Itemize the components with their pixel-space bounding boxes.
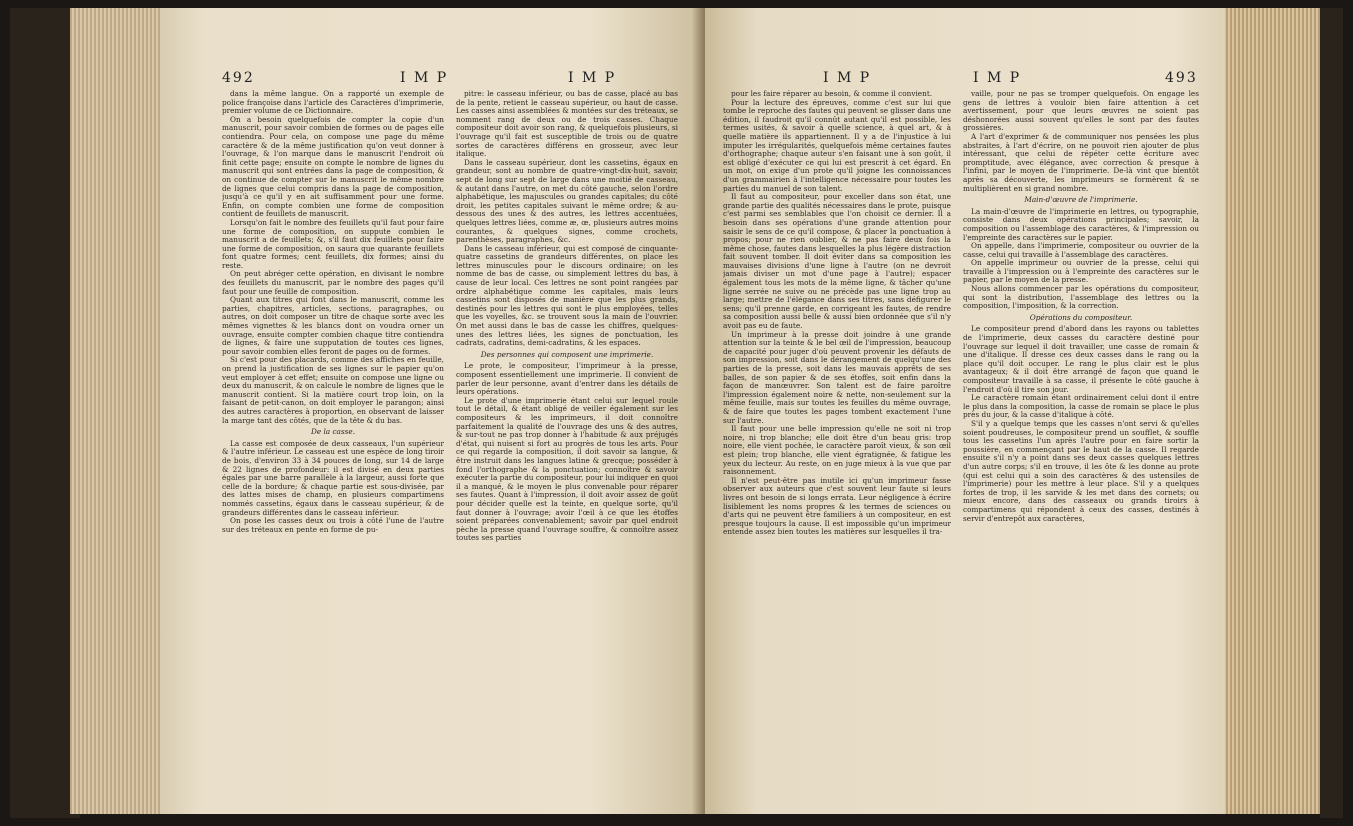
book-cover-right bbox=[1320, 8, 1343, 818]
paragraph: pour les faire réparer au besoin, & comme il convient. bbox=[731, 90, 933, 98]
paragraph: Le prote d'une imprimerie étant celui sur lequel roule tout le détail, & étant obligé de veiller également sur les compositeurs & les imprimeurs, il doit connoître parfaitement la qualité de l'ouvrage des uns & des autres, & sur-tout ne pas trop donner à l'habitude & aux préjugés d'état, qui nuisent si fort au progrès de tous les arts. Pour ce qui regarde la composition, il doit savoir sa langue, & être instruit dans les langues latine & grecque; posséder à fond l'orthographe & la ponctuation; connoître & savoir exécuter la partie du compositeur, pour lui indiquer en quoi il a manqué, & le moyen le plus convenable pour réparer ses fautes. Quant à l'impression, il doit avoir assez de goût pour décider quelle est la teinte, en quelque sorte, qu'il faut donner à l'ouvrage; avoir l'œil à ce que les étoffes soient préparées convenablement; savoir par quel endroit pèche la presse quand l'ouvrage souffre, & connoître assez toutes ses parties bbox=[456, 395, 678, 543]
paragraph: S'il y a quelque temps que les casses n'ont servi & qu'elles soient poudreuses, le compositeur prend un soufflet, & souffle tous les cassetins l'un après l'autre pour en faire sortir la poussière, en commençant par le haut de la casse. Il regarde ensuite s'il n'y a point dans ses deux casses quelques lettres d'un autre corps; s'il en trouve, il les ôte & les donne au prote (qui est celui qui a soin des caractères & des ustensiles de l'imprimerie) pour les mettre à leur place. S'il y a quelques fortes de trop, il les sarvide & les met dans des cornets; ou mieux encore, dans des casseaux ou grands tiroirs à compartimens qui répondent à ceux des casses, destinés à servir d'entrepôt aux caractères, bbox=[963, 418, 1199, 523]
left-column-2 bbox=[456, 90, 678, 810]
paragraph: Pour la lecture des épreuves, comme c'est sur lui que tombe le reproche des fautes qui peuvent se glisser dans une édition, il faudroit qu'il connût autant qu'il est possible, les termes usités, & savoir à quelle science, à quel art, & à quelle matière ils appartiennent. Il y a de l'injustice à lui imputer les irrégularités, quelquefois même certaines fautes d'orthographe; chaque auteur s'en faisant une à son goût, il est obligé d'exécuter ce qui lui est prescrit à cet égard. En un mot, on exige d'un prote qu'il joigne les connoissances d'un grammairien à l'intelligence nécessaire pour toutes les parties du manuel de son talent. bbox=[723, 97, 951, 193]
left-column-1 bbox=[222, 90, 444, 810]
left-page-number: 492 bbox=[222, 70, 255, 86]
paragraph: Un imprimeur à la presse doit joindre à une grande attention sur la teinte & le bel œil de l'impression, beaucoup de capacité pour juger d'où peuvent provenir les défauts de son impression, soit dans le dérangement de quelqu'une des parties de la presse, soit dans les mauvais apprêts de ses balles, de son papier & de ses étoffes, soit enfin dans la façon de manœuvrer. Son talent est de faire paroître l'impression également noire & nette, non-seulement sur la même feuille, mais sur toutes les feuilles du même ouvrage, & de faire que toutes les pages tombent exactement l'une sur l'autre. bbox=[723, 329, 951, 425]
right-column-1 bbox=[723, 90, 951, 810]
section-heading: Des personnes qui composent une imprimerie. bbox=[480, 349, 654, 359]
paragraph: On appelle, dans l'imprimerie, compositeur ou ouvrier de la casse, celui qui travaille à l'assemblage des caractères. bbox=[963, 241, 1199, 259]
right-page bbox=[705, 8, 1225, 814]
left-header-right: I M P bbox=[568, 70, 617, 86]
left-page bbox=[160, 8, 700, 814]
paragraph: Le caractère romain étant ordinairement celui dont il entre le plus dans la composition, la casse de romain se place le plus près du jour, & la casse d'italique à côté. bbox=[963, 393, 1199, 420]
paragraph: On appelle imprimeur ou ouvrier de la presse, celui qui travaille à l'impression ou à l'empreinte des caractères sur le papier, par le moyen de la presse. bbox=[963, 258, 1199, 285]
paragraph: Il n'est peut-être pas inutile ici qu'un imprimeur fasse observer aux auteurs que c'est souvent leur faute si leurs livres ont besoin de si longs errata. Leur négligence à écrire lisiblement les noms propres & les termes de sciences ou d'arts qui ne peuvent être familiers à un compositeur, en est presque toujours la cause. Il est impossible qu'un imprimeur entende assez bien toutes les matières sur lesquelles il tra- bbox=[723, 475, 951, 537]
right-column-2 bbox=[963, 90, 1199, 810]
right-header-center: I M P bbox=[973, 70, 1022, 86]
paragraph: A l'art d'exprimer & de communiquer nos pensées les plus abstraites, à l'art d'écrire, on ne pouvoit rien ajouter de plus intéressant, que celui de répéter cette écriture avec promptitude, avec élégance, avec correction & presque à l'infini, par le moyen de l'imprimerie. De-là vint que bientôt après sa découverte, les imprimeurs se formèrent & se multiplièrent en si grand nombre. bbox=[963, 131, 1199, 193]
paragraph: Le prote, le compositeur, l'imprimeur à la presse, composent essentiellement une imprimerie. Il convient de parler de leur personne, avant d'entrer dans les détails de leurs opérations. bbox=[456, 361, 678, 397]
paragraph: dans la même langue. On a rapporté un exemple de police françoise dans l'article des Caractères d'imprimerie, premier volume de ce Dictionnaire. bbox=[222, 90, 444, 116]
paragraph: On peut abréger cette opération, en divisant le nombre des feuillets du manuscrit, par le nombre des pages qu'il faut pour une feuille de composition. bbox=[222, 269, 444, 296]
paragraph: Le compositeur prend d'abord dans les rayons ou tablettes de l'imprimerie, deux casses du caractère destiné pour l'ouvrage sur lequel il doit travailler, une casse de romain & une d'italique. Il dresse ces deux casses dans le rang ou la place qu'il doit occuper. Le rang le plus clair est le plus avantageux; & il doit être arrangé de façon que quand le compositeur travaille à sa casse, il présente le côté gauche à l'endroit d'où il tire son jour. bbox=[963, 324, 1199, 394]
paragraph: La main-d'œuvre de l'imprimerie en lettres, ou typographie, consiste dans deux opérations principales; savoir, la composition ou l'assemblage des caractères, & l'impression ou l'empreinte des caractères sur le papier. bbox=[963, 206, 1199, 242]
section-heading: Opérations du compositeur. bbox=[1029, 312, 1133, 322]
paragraph: Dans le casseau supérieur, dont les cassetins, égaux en grandeur, sont au nombre de quatre-vingt-dix-huit, savoir, sept de long sur sept de large dans une moitié de casseau, & autant dans l'autre, on met du côté gauche, selon l'ordre alphabétique, les majuscules ou grandes capitales; du côté droit, les petites capitales suivant le même ordre; & au-dessous des unes & des autres, les lettres accentuées, quelques lettres liées, comme æ, œ, plusieurs autres moins courantes, & quelques signes, comme crochets, parenthèses, paragraphes, &c. bbox=[456, 157, 678, 245]
paragraph: Si c'est pour des placards, comme des affiches en feuille, on prend la justification de ses lignes sur le papier qu'on veut employer à cet effet; ensuite on compose une ligne ou deux du manuscrit, & on calcule le nombre de lignes que le manuscrit contient. Si la matière court trop loin, on la faisant de petit-canon, on doit employer le parangon; ainsi des autres caractères à proportion, en observant de laisser la marge tant des côtés, que de la tête & du bas. bbox=[222, 355, 444, 425]
paragraph: Lorsqu'on fait le nombre des feuillets qu'il faut pour faire une forme de composition, on suppute combien le manuscrit a de feuillets; &, s'il faut dix feuillets pour faire une forme de composition, on saura que quarante feuillets font quatre formes; cent feuillets, dix formes; ainsi du reste. bbox=[222, 217, 444, 270]
paragraph: pitre: le casseau inférieur, ou bas de casse, placé au bas de la pente, retient le casseau supérieur, ou haut de casse. Les casses ainsi assemblées & montées sur des tréteaux, se nomment rang de deux ou de trois casses. Chaque compositeur doit avoir son rang, & quelquefois plusieurs, si l'ouvrage qu'il fait est susceptible de trois ou de quatre sortes de caractères différens en grosseur, avec leur italique. bbox=[456, 90, 678, 159]
paragraph: Nous allons commencer par les opérations du compositeur, qui sont la distribution, l'assemblage des lettres ou la composition, l'imposition, & la correction. bbox=[963, 284, 1199, 311]
right-page-number: 493 bbox=[1165, 70, 1198, 86]
left-header-center: I M P bbox=[400, 70, 449, 86]
page-edges-right bbox=[1220, 8, 1330, 814]
paragraph: Dans le casseau inférieur, qui est composé de cinquante-quatre cassetins de grandeurs différentes, on place les lettres minuscules pour le discours ordinaire; on les nomme de bas de casse, ou simplement lettres du bas, à cause de leur local. Ces lettres ne sont point rangées par ordre alphabétique comme les capitales, mais leurs cassetins sont disposés de manière que les plus grands, destinés pour les lettres qui sont le plus employées, telles que les voyelles, &c. se trouvent sous la main de l'ouvrier. On met aussi dans le bas de casse les chiffres, quelques-unes des lettres liées, les signes de ponctuation, les cadrats, cadratins, demi-cadratins, & les espaces. bbox=[456, 243, 678, 348]
paragraph: La casse est composée de deux casseaux, l'un supérieur & l'autre inférieur. Le casseau est une espèce de long tiroir de bois, d'environ 33 à 34 pouces de long, sur 14 de large & 22 lignes de profondeur: il est divisé en deux parties égales par une barre parallèle à la largeur, aussi forte que celle de la bordure; & chaque partie est sous-divisée, par des lattes mises de champ, en plusieurs compartimens nommés cassetins, égaux dans le casseau supérieur, & de grandeurs différentes dans le casseau inférieur. bbox=[222, 438, 444, 517]
right-header-left: I M P bbox=[823, 70, 872, 86]
paragraph: Il faut pour une belle impression qu'elle ne soit ni trop noire, ni trop blanche; elle doit être d'un beau gris: trop noire, elle vient pochée, le caractère paroît vieux, & son œil est plein; trop blanche, elle vient égratignée, & fatigue les yeux du lecteur. Au reste, on en juge mieux à la vue que par raisonnement. bbox=[723, 424, 951, 477]
book-spread bbox=[10, 8, 1343, 818]
paragraph: vaille, pour ne pas se tromper quelquefois. On engage les gens de lettres à vouloir bien faire attention à cet avertissement, pour que leurs œuvres ne soient pas déshonorées aussi souvent qu'elles le sont par des fautes grossières. bbox=[963, 90, 1199, 133]
section-heading: De la casse. bbox=[310, 427, 356, 437]
paragraph: Il faut au compositeur, pour exceller dans son état, une grande partie des qualités nécessaires dans le prote, puisque c'est parmi ses semblables que l'on choisit ce dernier. Il a besoin dans ses opérations d'une grande attention pour saisir le sens de ce qu'il compose, & placer la ponctuation à propos; pour ne rien oublier, & ne pas faire deux fois la même chose, fautes dans lesquelles la plus légère distraction fait souvent tomber. Il doit éviter dans sa composition les mauvaises divisions d'une ligne à l'autre (on ne devroit jamais diviser un mot d'une page à l'autre); espacer également tous les mots de la même ligne, & tâcher qu'une ligne serrée ne suive ou ne précède pas une ligne trop au large; mettre de l'élégance dans ses titres, sans défigurer le sens; qu'il prenne garde, en corrigeant les fautes, de rendre sa composition aussi belle & aussi bien ordonnée que s'il n'y avoit pas eu de faute. bbox=[723, 192, 951, 331]
section-heading: Main-d'œuvre de l'imprimerie. bbox=[1024, 195, 1138, 205]
page-edges-left bbox=[70, 8, 165, 814]
paragraph: On pose les casses deux ou trois à côté l'une de l'autre sur des tréteaux en pente en forme de pu- bbox=[222, 516, 444, 534]
paragraph: On a besoin quelquefois de compter la copie d'un manuscrit, pour savoir combien de formes ou de pages elle contiendra. Pour cela, on compose une page du même caractère & de la même justification qu'on veut donner à l'ouvrage, & l'on marque dans le manuscrit l'endroit où finit cette page; ensuite on compte le nombre de lignes du manuscrit qui sont entrées dans la page de composition, & on continue de compter sur le manuscrit le même nombre de lignes que celui compris dans la page de composition, jusqu'à ce qu'il y en ait suffisamment pour une forme. Enfin, on compte combien une forme de composition contient de feuillets de manuscrit. bbox=[222, 114, 444, 219]
paragraph: Quant aux titres qui font dans le manuscrit, comme les parties, chapitres, articles, sections, paragraphes, ou autres, on doit composer un titre de chaque sorte avec les mêmes vignettes & les blancs dont on voudra orner un ouvrage, ensuite compter combien chaque titre contiendra de lignes, & faire une supputation de toutes ces lignes, pour savoir combien elles feront de pages ou de formes. bbox=[222, 295, 444, 356]
